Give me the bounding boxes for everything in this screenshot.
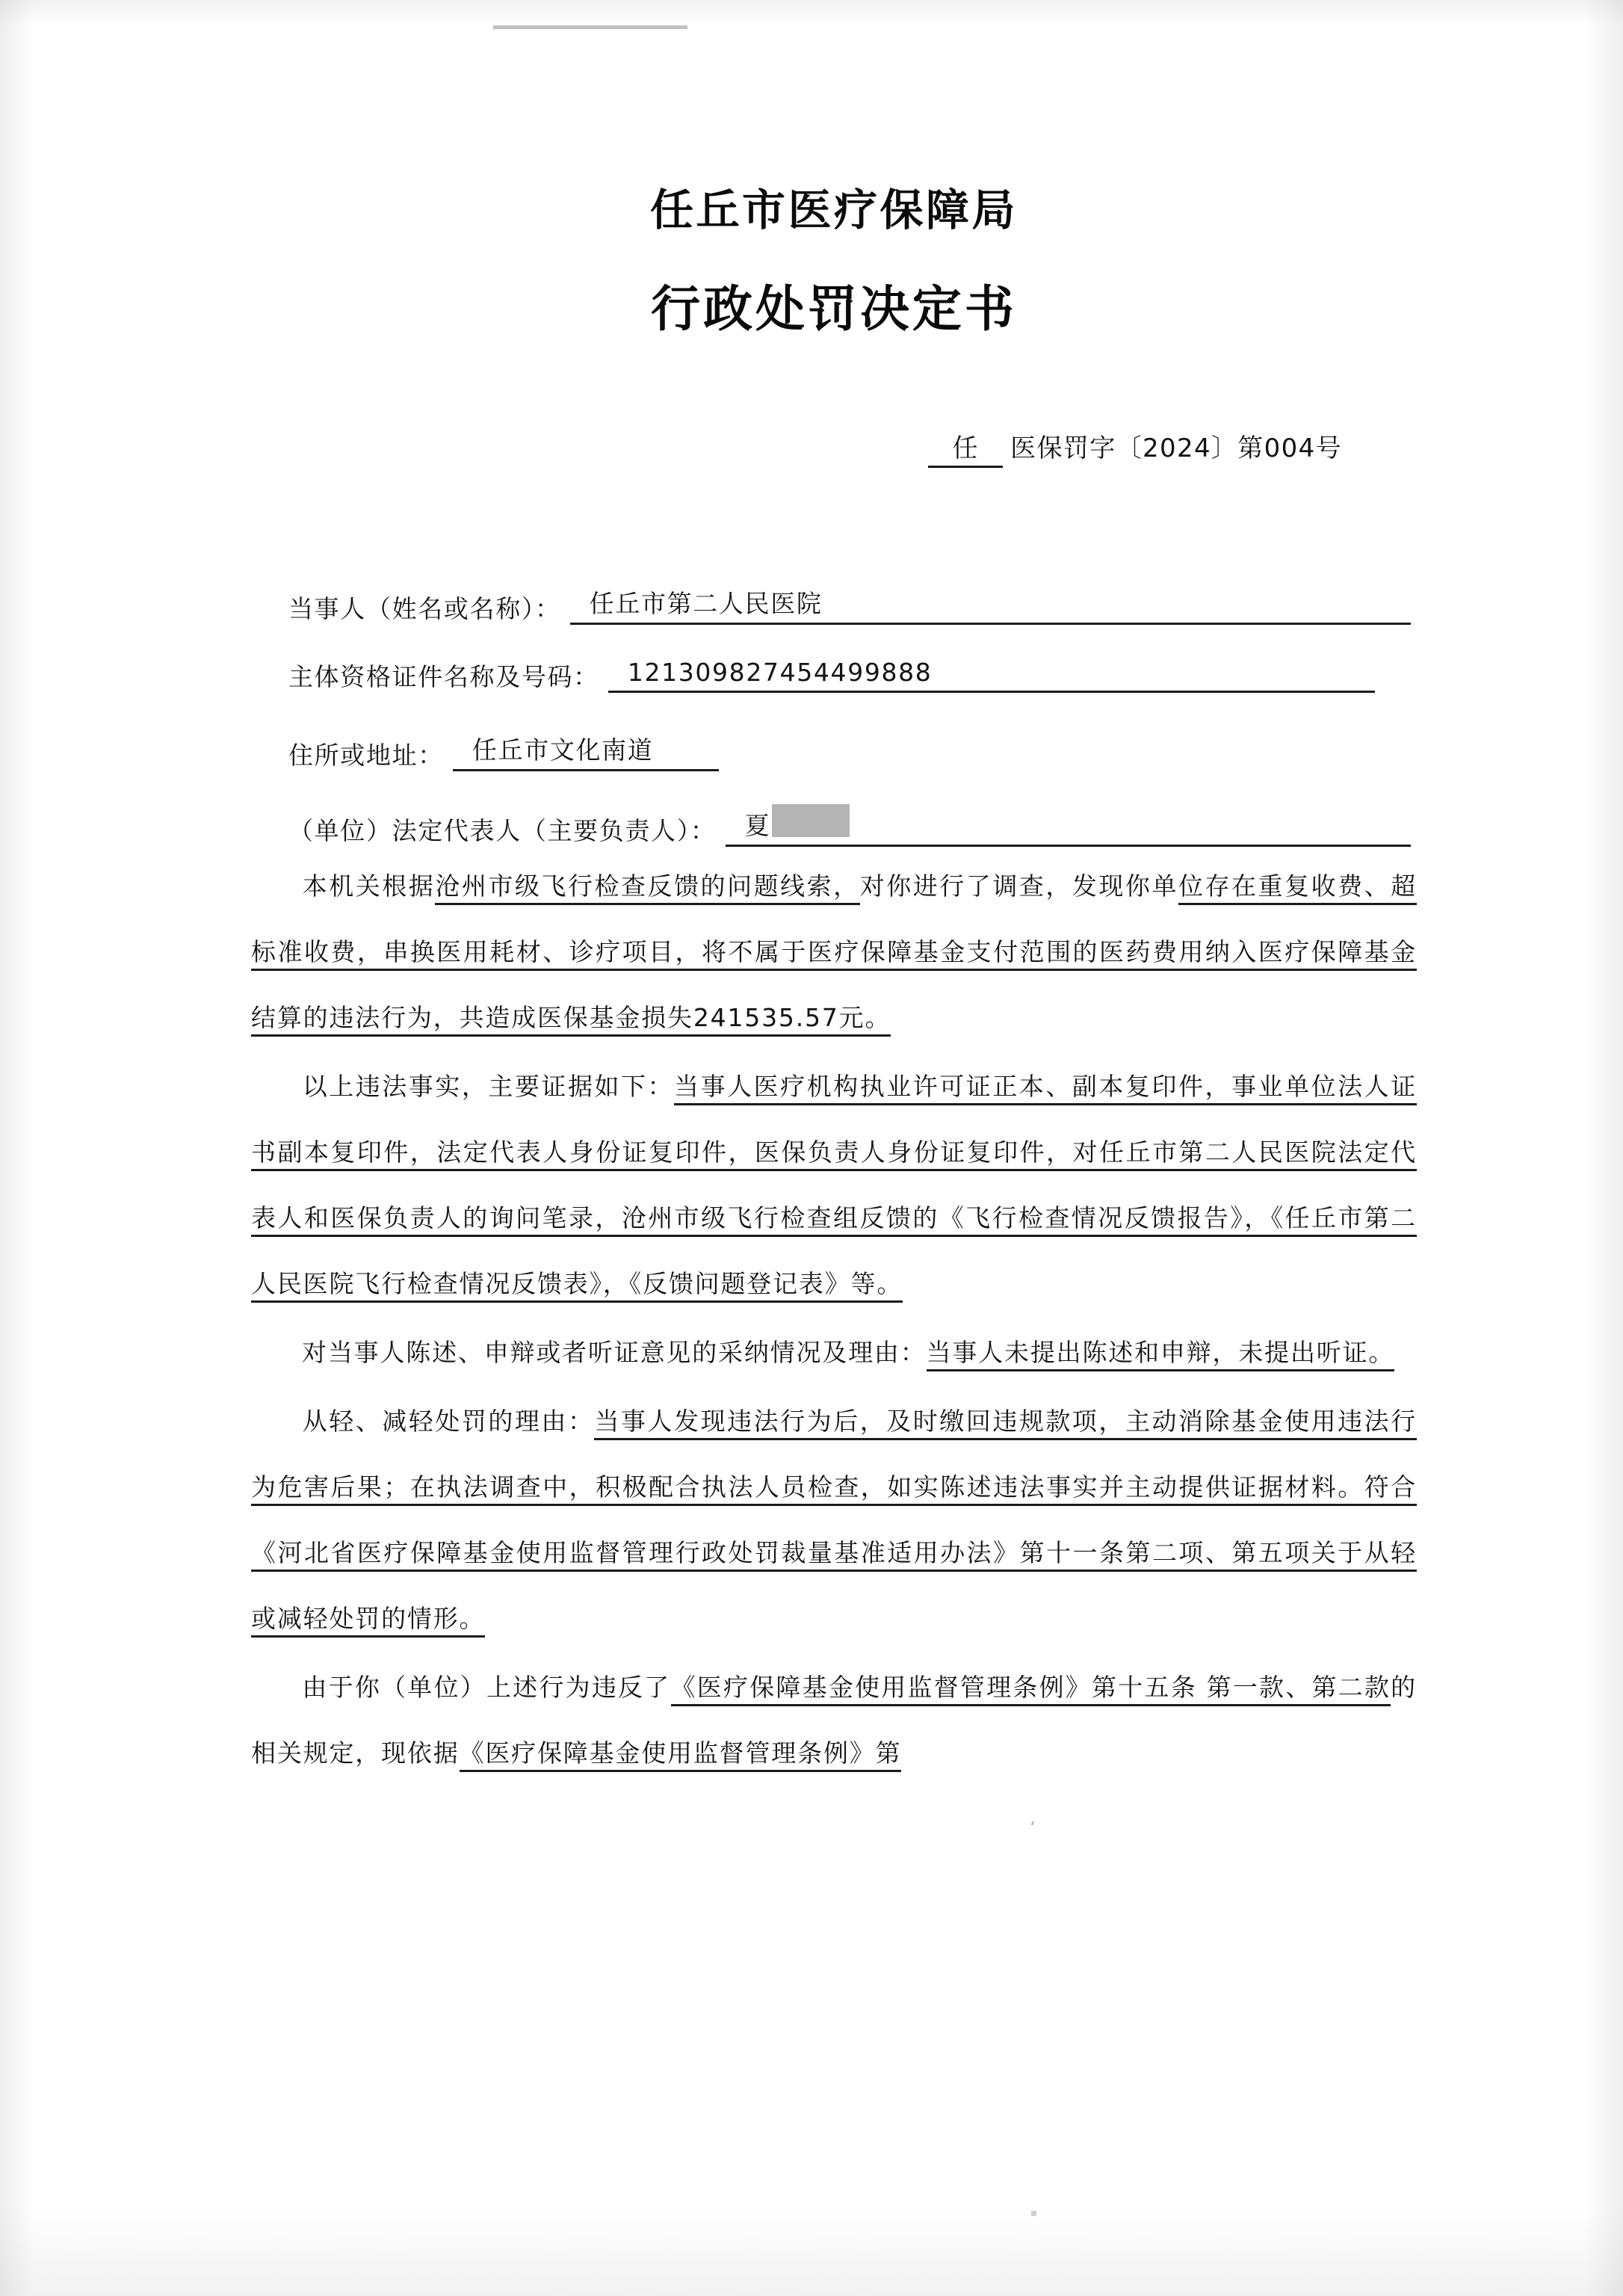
paragraph-underlined-text: 当事人医疗机构执业许可证正本、副本复印件，事业单位法人证书副本复印件，法定代表人身份证复印件，医保负责人身份证复印件，对任丘市第二人民医院法定代表人和医保负责人的询问笔录，沧州市级飞行检查组反馈的《飞行检查情况反馈报告》，《任丘市第二人民医院飞行检查情况反馈表》，《反馈问题登记表》等。 [251, 1072, 1417, 1303]
paragraph-underlined-text: 《医疗保障基金使用监督管理条例》第 [460, 1738, 902, 1772]
paragraph-underlined-text: 位存在重复收费、超标准收费，串换医用耗材、诊疗项目，将不属于医疗保障基金支付范围的医药费用纳入医疗保障基金结算的违法行为，共造成医保基金损失241535.57元。 [251, 871, 1417, 1037]
paragraph-text: 由于你（单位）上述行为违反了 [302, 1673, 671, 1702]
field-value [726, 804, 1411, 847]
paragraph-underlined-text: 沧州市级飞行检查反馈的问题线索， [435, 871, 859, 905]
field-party-name [288, 584, 1411, 625]
redaction-box [772, 804, 850, 837]
field-label: 当事人（姓名或名称）： [288, 594, 561, 623]
paragraph-text: 的相关规定，现依据 [251, 1673, 1417, 1768]
page-title: 行政处罚决定书 [651, 280, 1017, 338]
document-number-rest: 医保罚字〔2024〕第004号 [1010, 433, 1342, 463]
scan-edge-left [0, 0, 34, 2296]
paragraph-text: 对你进行了调查，发现你单 [859, 871, 1178, 901]
paragraph-underlined-text: 当事人发现违法行为后，及时缴回违规款项，主动消除基金使用违法行为危害后果；在执法调查中，积极配合执法人员检查，如实陈述违法事实并主动提供证据材料。符合《河北省医疗保障基金使用监督管理行政处罚裁量基准适用办法》第十一条第二项、第五项关于从轻或减轻处罚的情形。 [251, 1407, 1417, 1638]
document-number-prefix: 任 [928, 428, 1003, 468]
field-label: 住所或地址： [288, 741, 444, 770]
paragraph-text: 对当事人陈述、申辩或者听证意见的采纳情况及理由： [302, 1338, 927, 1367]
stray-pencil-mark: ‘ [1030, 1819, 1035, 1838]
scan-edge-right [1584, 0, 1623, 2296]
paragraph-underlined-text: 当事人未提出陈述和申辩，未提出听证。 [927, 1338, 1395, 1371]
paragraph-statement-defense [251, 1320, 1417, 1386]
field-certificate-number [288, 658, 1411, 693]
field-address [288, 731, 1411, 771]
paragraph-mitigation [251, 1389, 1417, 1652]
field-label: （单位）法定代表人（主要负责人）： [288, 816, 717, 845]
field-value: 121309827454499888 [608, 658, 1375, 693]
paragraph-legal-basis [251, 1655, 1417, 1786]
paragraph-text: 本机关根据 [302, 871, 436, 901]
paragraph-underlined-text: 《医疗保障基金使用监督管理条例》第十五条 第一款、第二款 [671, 1673, 1391, 1706]
document-content [251, 0, 1417, 2296]
paragraph-text: 以上违法事实，主要证据如下： [302, 1072, 675, 1101]
field-legal-representative [288, 804, 1411, 847]
field-value: 任丘市文化南道 [453, 731, 719, 771]
document-number [928, 428, 1342, 468]
issuing-organization-title: 任丘市医疗保障局 [650, 185, 1018, 235]
field-value: 任丘市第二人民医院 [570, 584, 1411, 625]
paragraph-evidence [251, 1054, 1417, 1317]
legal-representative-surname: 夏 [744, 811, 771, 840]
paragraph-facts [251, 854, 1417, 1051]
field-label: 主体资格证件名称及号码： [288, 662, 599, 691]
paragraph-text: 从轻、减轻处罚的理由： [302, 1407, 595, 1436]
document-body [251, 854, 1417, 1789]
